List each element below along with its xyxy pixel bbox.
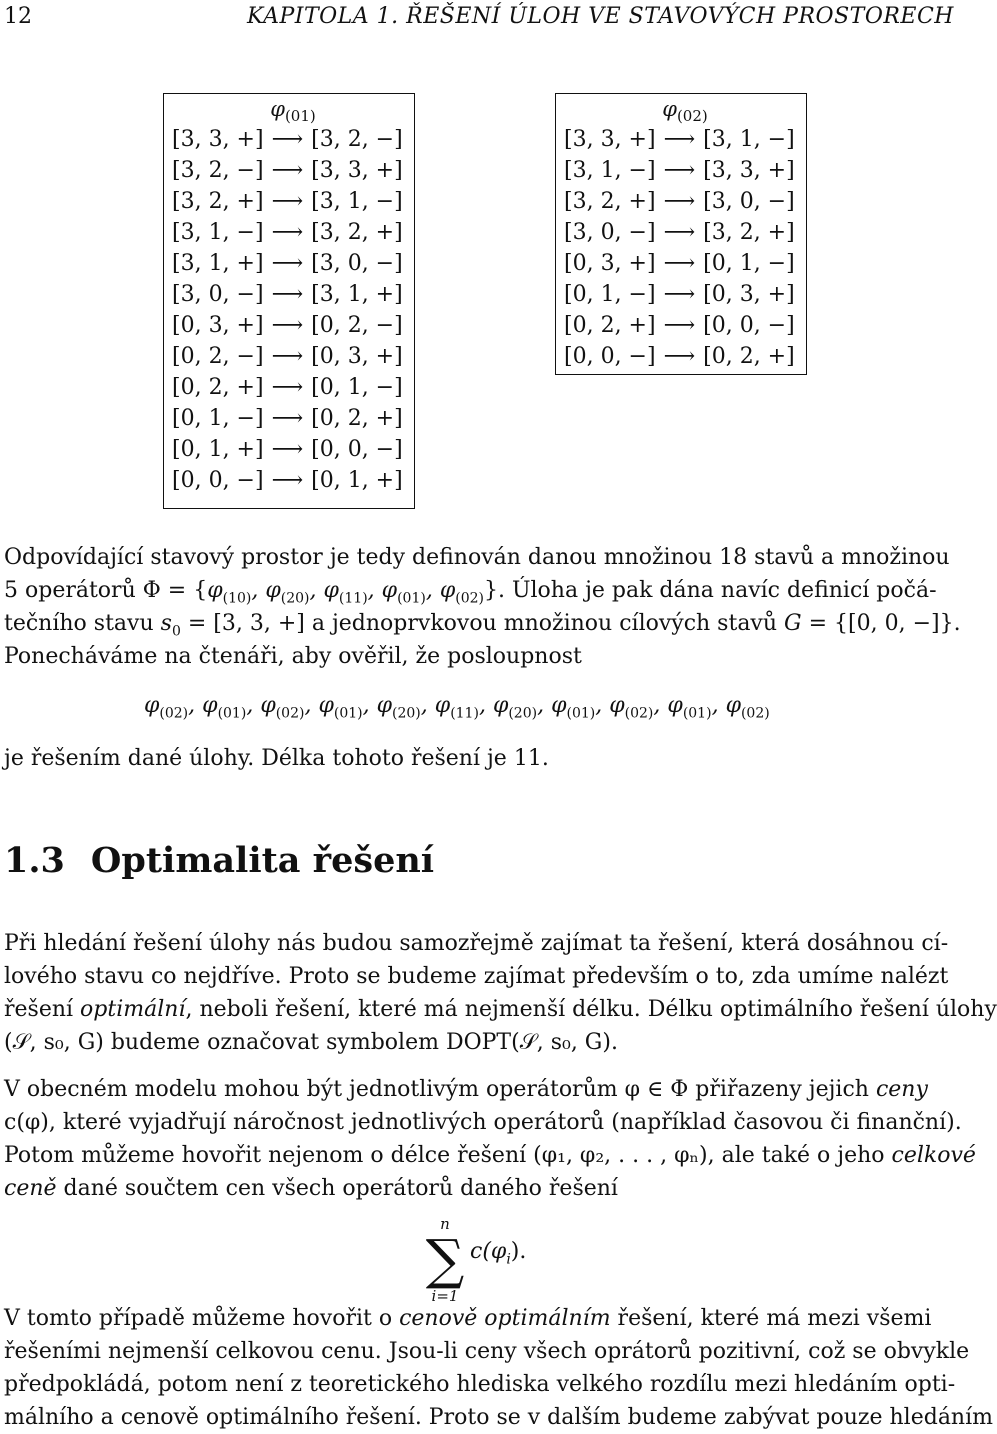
rule-from-state: [0, 2, −] <box>172 344 264 369</box>
operator-02-rules <box>564 124 806 372</box>
rule-from-state: [0, 2, +] <box>172 375 264 400</box>
section-heading <box>4 840 434 881</box>
transition-rule <box>564 341 806 372</box>
rule-from-state: [0, 2, +] <box>564 313 656 338</box>
sequence-operator: $\varphi_{(01)}$ <box>667 693 712 722</box>
paragraph-costs: V obecném modelu mohou být jednotlivým operátorům φ ∈ Φ přiřazeny jejich ceny c(φ), které vyjadřují náročnost jednotlivých operátorů (například časovou či finanční). Potom můžeme hovořit nejenom o délce řešení (φ₁, φ₂, . . . , φₙ), ale také o jeho celkové ceně dané součtem cen všech operátorů daného řešení <box>4 1077 976 1201</box>
sequence-operator: $\varphi_{(02)}$ <box>144 693 189 722</box>
rule-to-state: [0, 2, −] <box>311 313 403 338</box>
transition-rule <box>564 279 806 310</box>
long-right-arrow-icon: ⟶ <box>271 406 304 431</box>
rule-to-state: [0, 3, +] <box>311 344 403 369</box>
long-right-arrow-icon: ⟶ <box>663 189 696 214</box>
running-chapter-title: KAPITOLA 1. ŘEŠENÍ ÚLOH VE STAVOVÝCH PROSTORECH <box>247 4 954 29</box>
rule-to-state: [3, 3, +] <box>703 158 795 183</box>
rule-to-state: [3, 3, +] <box>311 158 403 183</box>
sequence-operator: $\varphi_{(11)}$ <box>434 693 479 722</box>
transition-rule <box>172 341 414 372</box>
operator-symbol: $\varphi_{(02)}$ <box>439 578 484 607</box>
long-right-arrow-icon: ⟶ <box>271 468 304 493</box>
rule-to-state: [3, 1, −] <box>703 127 795 152</box>
transition-rule <box>564 155 806 186</box>
long-right-arrow-icon: ⟶ <box>663 344 696 369</box>
rule-from-state: [0, 0, −] <box>172 468 264 493</box>
operator-set: $\varphi_{(10)}$, $\varphi_{(20)}$, $\varphi_{(11)}$, $\varphi_{(01)}$, $\varphi_{(02)}$ <box>207 578 484 607</box>
transition-rule <box>172 186 414 217</box>
rule-from-state: [3, 3, +] <box>172 127 264 152</box>
rule-to-state: [0, 0, −] <box>311 437 403 462</box>
rule-from-state: [0, 1, +] <box>172 437 264 462</box>
transition-rule <box>172 217 414 248</box>
section-number: 1.3 <box>4 840 65 881</box>
text-line: Ponecháváme na čtenáři, aby ověřil, že posloupnost <box>4 644 582 669</box>
transition-rule <box>564 310 806 341</box>
operator-symbol: $\varphi_{(20)}$ <box>265 578 310 607</box>
sequence-operator: $\varphi_{(02)}$ <box>609 693 654 722</box>
transition-rule <box>564 186 806 217</box>
operator-symbol: $\varphi_{(11)}$ <box>323 578 368 607</box>
long-right-arrow-icon: ⟶ <box>663 282 696 307</box>
long-right-arrow-icon: ⟶ <box>663 313 696 338</box>
text-line: 5 operátorů $\Phi = \{\varphi_{(10)}$, $\varphi_{(20)}$, $\varphi_{(11)}$, $\varphi_{(01)}$, $\varphi_{(02)}$}. Úloha je pak dána navíc definicí počá- <box>4 578 937 607</box>
long-right-arrow-icon: ⟶ <box>271 158 304 183</box>
rule-from-state: [0, 1, −] <box>172 406 264 431</box>
sequence-operator: $\varphi_{(20)}$ <box>376 693 421 722</box>
rule-to-state: [3, 2, +] <box>703 220 795 245</box>
long-right-arrow-icon: ⟶ <box>663 251 696 276</box>
long-right-arrow-icon: ⟶ <box>663 220 696 245</box>
long-right-arrow-icon: ⟶ <box>271 127 304 152</box>
operator-symbol: $\varphi_{(10)}$ <box>207 578 252 607</box>
rule-from-state: [0, 3, +] <box>564 251 656 276</box>
rule-to-state: [3, 2, −] <box>311 127 403 152</box>
page-number: 12 <box>4 4 32 29</box>
rule-to-state: [3, 2, +] <box>311 220 403 245</box>
long-right-arrow-icon: ⟶ <box>271 313 304 338</box>
text-line: Odpovídající stavový prostor je tedy definován danou množinou 18 stavů a množinou <box>4 545 950 570</box>
paragraph-cost-optimal: V tomto případě můžeme hovořit o cenově optimálním řešení, které má mezi všemi řešeními nejmenší celkovou cenu. Jsou-li ceny všech oprátorů pozitivní, což se obvykle předpokládá, potom není z teoretického hlediska velkého rozdílu mezi hledáním opti- málního a cenově optimálního řešení. Proto se v dalším budeme zabývat pouze hledáním <box>4 1306 994 1430</box>
transition-rule <box>564 124 806 155</box>
solution-sequence: $\varphi_{(02)}$, $\varphi_{(01)}$, $\varphi_{(02)}$, $\varphi_{(01)}$, $\varphi_{(20)}$, $\varphi_{(11)}$, $\varphi_{(20)}$, $\varphi_{(01)}$, $\varphi_{(02)}$, $\varphi_{(01)}$, $\varphi_{(02)}$ <box>144 693 770 722</box>
rule-to-state: [0, 3, +] <box>703 282 795 307</box>
rule-to-state: [0, 1, +] <box>311 468 403 493</box>
rule-from-state: [3, 0, −] <box>564 220 656 245</box>
rule-from-state: [3, 3, +] <box>564 127 656 152</box>
cost-sum-formula <box>420 1215 560 1305</box>
section-title: Optimalita řešení <box>90 840 435 881</box>
transition-rule <box>172 372 414 403</box>
operator-01-rules <box>172 124 414 496</box>
rule-to-state: [3, 0, −] <box>703 189 795 214</box>
text-line: tečního stavu $s_0 = [3$, 3, +] a jednoprvkovou množinou cílových stavů G = {[0, 0, −]}. <box>4 611 961 640</box>
long-right-arrow-icon: ⟶ <box>271 437 304 462</box>
rule-from-state: [0, 0, −] <box>564 344 656 369</box>
rule-to-state: [3, 1, +] <box>311 282 403 307</box>
long-right-arrow-icon: ⟶ <box>271 375 304 400</box>
paragraph-solution-length: je řešením dané úlohy. Délka tohoto řešení je 11. <box>4 746 549 771</box>
transition-rule <box>172 155 414 186</box>
rule-to-state: [0, 2, +] <box>311 406 403 431</box>
sum-lower-limit: i=1 <box>431 1287 459 1305</box>
transition-rule <box>172 248 414 279</box>
sequence-operator: $\varphi_{(02)}$ <box>725 693 770 722</box>
transition-rule <box>172 403 414 434</box>
long-right-arrow-icon: ⟶ <box>271 189 304 214</box>
rule-to-state: [3, 1, −] <box>311 189 403 214</box>
long-right-arrow-icon: ⟶ <box>663 127 696 152</box>
sequence-operator: $\varphi_{(20)}$ <box>492 693 538 722</box>
transition-rule <box>172 310 414 341</box>
operator-01-box <box>163 93 415 509</box>
operator-02-box <box>555 93 807 375</box>
rule-to-state: [0, 0, −] <box>703 313 795 338</box>
sum-upper-limit: n <box>440 1215 450 1233</box>
paragraph-optimality: Při hledání řešení úlohy nás budou samozřejmě zajímat ta řešení, která dosáhnou cí- lového stavu co nejdříve. Proto se budeme zajímat především o to, zda umíme nalézt řešení optimální, neboli řešení, které má nejmenší délku. Délku optimálního řešení úlohy (𝒮, s₀, G) budeme označovat symbolem DOPT(𝒮, s₀, G). <box>4 931 997 1055</box>
sequence-operator: $\varphi_{(02)}$ <box>260 693 305 722</box>
operator-01-title: $\varphi_{(01)}$ <box>270 97 316 126</box>
transition-rule <box>172 124 414 155</box>
rule-from-state: [3, 1, −] <box>564 158 656 183</box>
rule-from-state: [3, 1, −] <box>172 220 264 245</box>
sequence-operator: $\varphi_{(01)}$ <box>318 693 363 722</box>
rule-from-state: [3, 0, −] <box>172 282 264 307</box>
transition-rule <box>564 248 806 279</box>
rule-to-state: [0, 1, −] <box>311 375 403 400</box>
sum-body: $c(\varphi_i)$. <box>470 1239 527 1268</box>
long-right-arrow-icon: ⟶ <box>271 282 304 307</box>
rule-from-state: [3, 1, +] <box>172 251 264 276</box>
rule-from-state: [3, 2, +] <box>172 189 264 214</box>
rule-to-state: [0, 2, +] <box>703 344 795 369</box>
paragraph-state-space <box>4 541 961 673</box>
long-right-arrow-icon: ⟶ <box>271 251 304 276</box>
sequence-operator: $\varphi_{(01)}$ <box>551 693 596 722</box>
rule-to-state: [0, 1, −] <box>703 251 795 276</box>
operator-02-title: $\varphi_{(02)}$ <box>662 97 708 126</box>
page-header <box>0 4 960 34</box>
long-right-arrow-icon: ⟶ <box>663 158 696 183</box>
long-right-arrow-icon: ⟶ <box>271 220 304 245</box>
transition-rule <box>172 465 414 496</box>
rule-from-state: [3, 2, +] <box>564 189 656 214</box>
rule-from-state: [0, 1, −] <box>564 282 656 307</box>
transition-rule <box>172 434 414 465</box>
long-right-arrow-icon: ⟶ <box>271 344 304 369</box>
rule-from-state: [0, 3, +] <box>172 313 264 338</box>
sum-symbol: ∑ <box>425 1228 465 1291</box>
sequence-operator: $\varphi_{(01)}$ <box>202 693 247 722</box>
operator-symbol: $\varphi_{(01)}$ <box>381 578 426 607</box>
transition-rule <box>172 279 414 310</box>
transition-rule <box>564 217 806 248</box>
rule-from-state: [3, 2, −] <box>172 158 264 183</box>
rule-to-state: [3, 0, −] <box>311 251 403 276</box>
